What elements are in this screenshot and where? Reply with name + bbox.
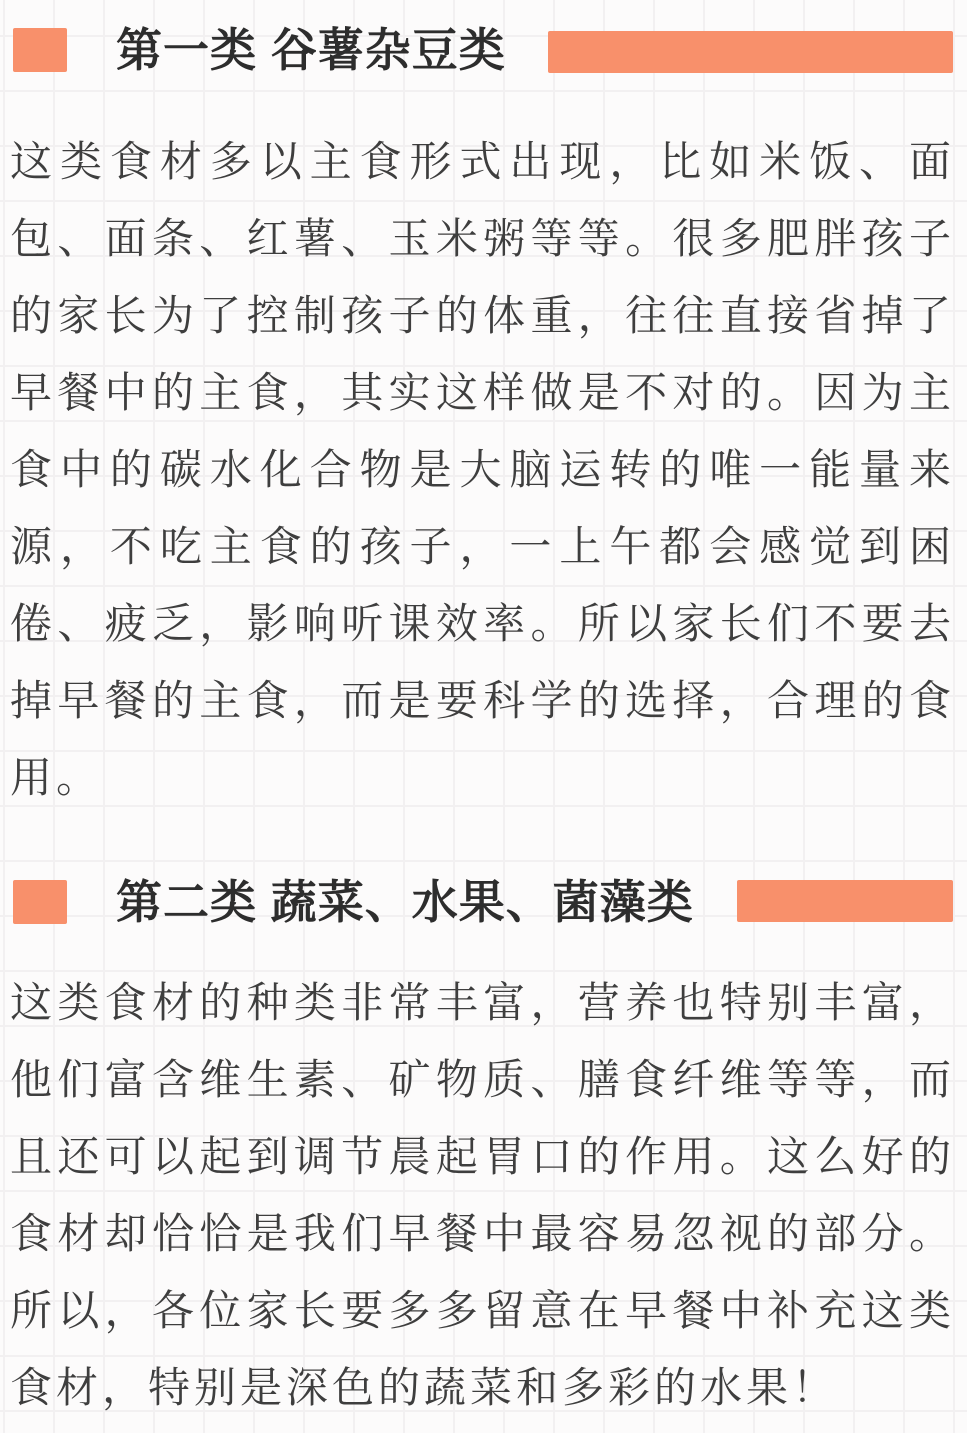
heading-bar-decoration (737, 880, 953, 922)
section-1-paragraph (10, 123, 955, 816)
paragraph-line: 早餐中的主食，其实这样做是不对的。因为主 (10, 369, 955, 416)
paragraph-line: 这类食材的种类非常丰富，营养也特别丰富， (10, 979, 955, 1026)
paragraph-line: 用。 (10, 754, 103, 801)
paragraph-line: 这类食材多以主食形式出现，比如米饭、面 (10, 138, 955, 185)
paragraph-line: 他们富含维生素、矿物质、膳食纤维等等，而 (10, 1056, 955, 1103)
heading-square-decoration (13, 28, 67, 72)
paragraph-line: 食材，特别是深色的蔬菜和多彩的水果！ (10, 1364, 839, 1411)
paragraph-line: 倦、疲乏，影响听课效率。所以家长们不要去 (10, 600, 955, 647)
paragraph-line: 的家长为了控制孩子的体重，往往直接省掉了 (10, 292, 955, 339)
heading-bar-decoration (548, 31, 953, 73)
paragraph-line: 食中的碳水化合物是大脑运转的唯一能量来 (10, 446, 955, 493)
section-2-title: 第二类 蔬菜、水果、菌藻类 (116, 876, 694, 928)
section-1-title: 第一类 谷薯杂豆类 (116, 24, 506, 76)
paragraph-line: 掉早餐的主食，而是要科学的选择，合理的食 (10, 677, 955, 724)
paragraph-line: 所以，各位家长要多多留意在早餐中补充这类 (10, 1287, 955, 1334)
paragraph-line: 且还可以起到调节晨起胃口的作用。这么好的 (10, 1133, 955, 1180)
paragraph-line: 源，不吃主食的孩子，一上午都会感觉到困 (10, 523, 955, 570)
section-2-paragraph (10, 964, 955, 1426)
paragraph-line: 包、面条、红薯、玉米粥等等。很多肥胖孩子 (10, 215, 955, 262)
paragraph-line: 食材却恰恰是我们早餐中最容易忽视的部分。 (10, 1210, 955, 1257)
heading-square-decoration (13, 880, 67, 924)
